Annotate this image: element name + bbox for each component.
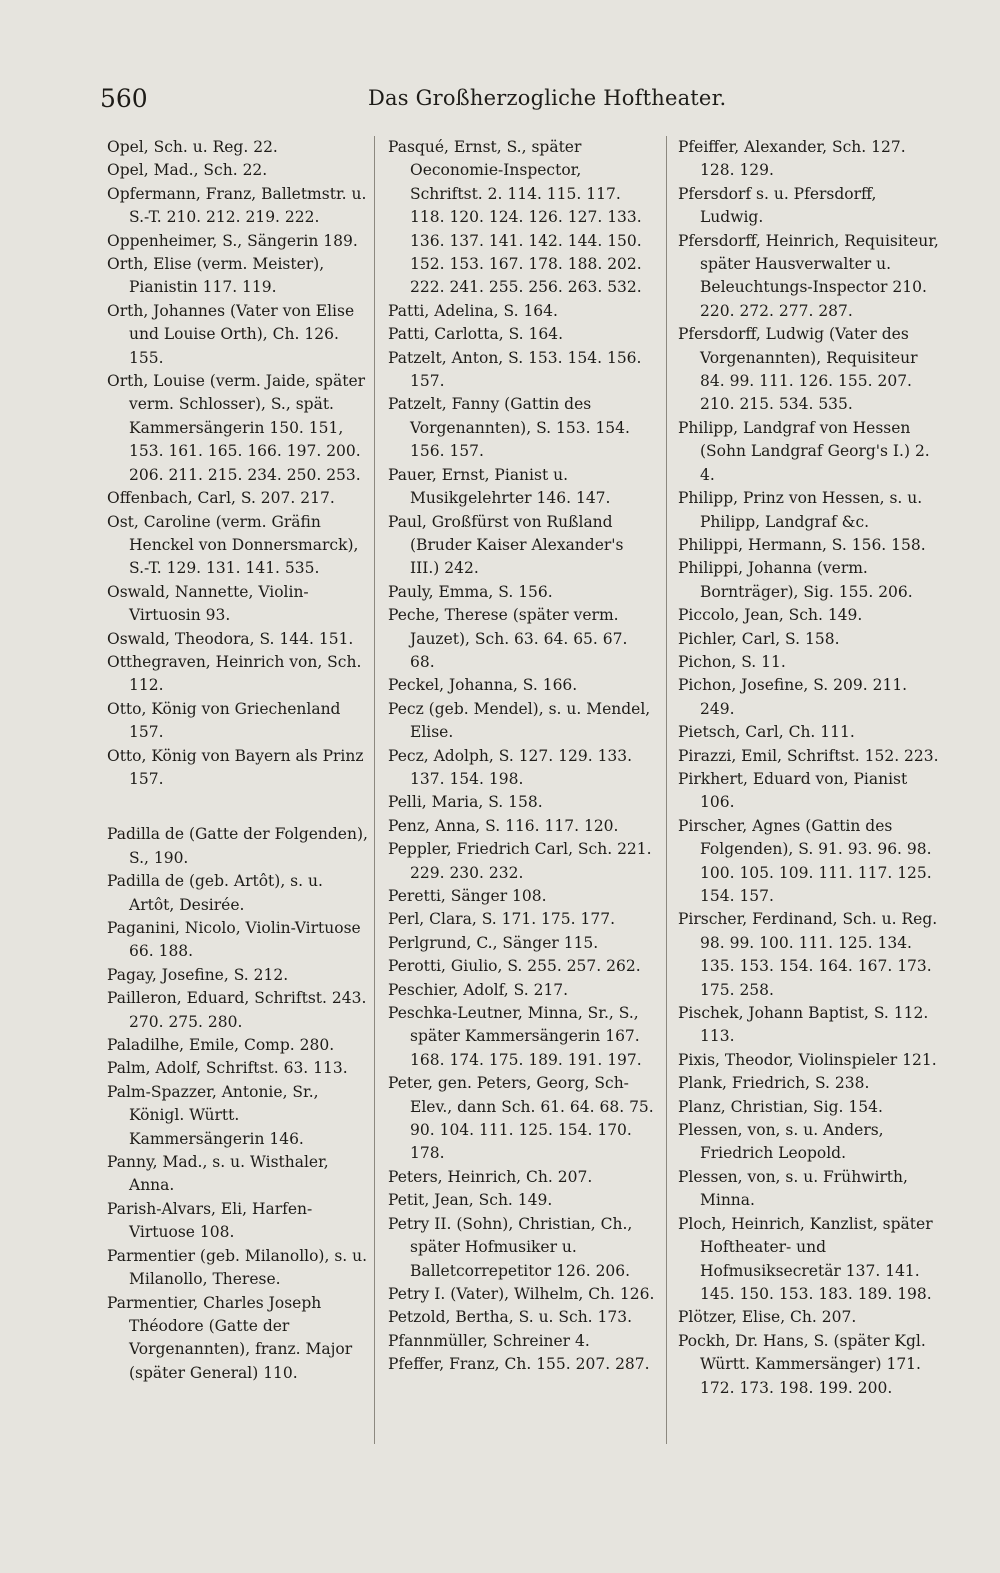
index-entry: Pichon, S. 11.	[678, 652, 786, 671]
index-column-1	[107, 136, 373, 1385]
index-entry: Philipp, Prinz von Hessen, s. u. Philipp, Landgraf &c.	[678, 489, 923, 531]
index-entry: Patzelt, Fanny (Gattin des Vorgenannten), S. 153. 154. 156. 157.	[388, 395, 630, 461]
index-entry: Pasqué, Ernst, S., später Oeconomie-Inspector, Schriftst. 2. 114. 115. 117. 118. 120. 124. 126. 127. 133. 136. 137. 141. 142. 144. 150. 152. 153. 167. 178. 188. 202. 222. 241. 255. 256. 263. 532.	[388, 138, 642, 297]
index-entry: Orth, Johannes (Vater von Elise und Louise Orth), Ch. 126. 155.	[107, 301, 355, 367]
index-entry: Opel, Mad., Sch. 22.	[107, 161, 268, 180]
index-entry: Orth, Elise (verm. Meister), Pianistin 117. 119.	[107, 255, 325, 297]
index-entry: Paul, Großfürst von Rußland (Bruder Kaiser Alexander's III.) 242.	[388, 512, 624, 578]
index-entry: Peter, gen. Peters, Georg, Sch-Elev., dann Sch. 61. 64. 68. 75. 90. 104. 111. 125. 154. 170. 178.	[388, 1074, 654, 1163]
index-entry: Padilla de (geb. Artôt), s. u. Artôt, Desirée.	[107, 872, 323, 914]
index-entry: Peche, Therese (später verm. Jauzet), Sch. 63. 64. 65. 67. 68.	[388, 606, 628, 671]
page-header	[100, 84, 960, 118]
index-entry: Peschier, Adolf, S. 217.	[388, 980, 569, 999]
index-entry: Perotti, Giulio, S. 255. 257. 262.	[388, 957, 641, 976]
index-entry: Pischek, Johann Baptist, S. 112. 113.	[678, 1004, 929, 1046]
index-entry: Philipp, Landgraf von Hessen (Sohn Landgraf Georg's I.) 2. 4.	[678, 418, 930, 484]
index-entry: Peckel, Johanna, S. 166.	[388, 676, 578, 695]
index-entry: Pfannmüller, Schreiner 4.	[388, 1331, 590, 1350]
letter-section-gap	[107, 791, 373, 823]
index-entry: Pichler, Carl, S. 158.	[678, 629, 840, 648]
index-entry: Pauly, Emma, S. 156.	[388, 582, 553, 601]
index-entry: Otthegraven, Heinrich von, Sch. 112.	[107, 652, 362, 695]
index-entry: Petzold, Bertha, S. u. Sch. 173.	[388, 1308, 633, 1327]
index-entry: Parmentier, Charles Joseph Théodore (Gatte der Vorgenannten), franz. Major (später General) 110.	[107, 1293, 353, 1382]
index-entry: Plessen, von, s. u. Anders, Friedrich Leopold.	[678, 1121, 884, 1163]
index-entry: Peppler, Friedrich Carl, Sch. 221. 229. 230. 232.	[388, 840, 652, 882]
index-entry: Patti, Adelina, S. 164.	[388, 301, 558, 320]
index-entry: Panny, Mad., s. u. Wisthaler, Anna.	[107, 1153, 329, 1195]
index-entry: Palm, Adolf, Schriftst. 63. 113.	[107, 1059, 348, 1078]
column-divider	[666, 136, 667, 1444]
index-entry: Orth, Louise (verm. Jaide, später verm. Schlosser), S., spät. Kammersängerin 150. 151, 153. 161. 165. 166. 197. 200. 206. 211. 215. 234. 250. 253.	[107, 372, 366, 484]
index-entry: Ost, Caroline (verm. Gräfin Henckel von Donnersmarck), S.-T. 129. 131. 141. 535.	[107, 512, 359, 578]
index-entry: Pirkhert, Eduard von, Pianist 106.	[678, 769, 908, 812]
index-entry: Padilla de (Gatte der Folgenden), S., 190.	[107, 825, 368, 867]
index-entry: Pfersdorf s. u. Pfersdorff, Ludwig.	[678, 184, 877, 227]
index-entry: Opfermann, Franz, Balletmstr. u. S.-T. 210. 212. 219. 222.	[107, 184, 367, 227]
index-entry: Pirscher, Agnes (Gattin des Folgenden), S. 91. 93. 96. 98. 100. 105. 109. 111. 117. 125. 154. 157.	[678, 816, 932, 905]
index-entry: Piccolo, Jean, Sch. 149.	[678, 606, 863, 625]
index-entry: Paladilhe, Emile, Comp. 280.	[107, 1036, 335, 1055]
index-entry: Pfeffer, Franz, Ch. 155. 207. 287.	[388, 1355, 650, 1374]
index-entry: Opel, Sch. u. Reg. 22.	[107, 138, 278, 156]
index-entry: Parmentier (geb. Milanollo), s. u. Milanollo, Therese.	[107, 1246, 368, 1289]
index-entry: Patzelt, Anton, S. 153. 154. 156. 157.	[388, 348, 642, 391]
index-entry: Pauer, Ernst, Pianist u. Musikgelehrter 146. 147.	[388, 465, 611, 508]
index-entry: Pixis, Theodor, Violinspieler 121.	[678, 1050, 937, 1069]
index-entry: Otto, König von Griechenland 157.	[107, 699, 341, 742]
page-number: 560	[100, 84, 148, 113]
index-entry: Philippi, Hermann, S. 156. 158.	[678, 535, 926, 554]
index-entry: Parish-Alvars, Eli, Harfen-Virtuose 108.	[107, 1199, 313, 1242]
index-entry: Ploch, Heinrich, Kanzlist, später Hoftheater- und Hofmusiksecretär 137. 141. 145. 150. 153. 183. 189. 198.	[678, 1214, 933, 1303]
index-entry: Pecz (geb. Mendel), s. u. Mendel, Elise.	[388, 699, 651, 742]
index-entry: Peschka-Leutner, Minna, Sr., S., später Kammersängerin 167. 168. 174. 175. 189. 191. 197.	[388, 1004, 642, 1069]
index-entry: Pelli, Maria, S. 158.	[388, 793, 543, 812]
index-entry: Pockh, Dr. Hans, S. (später Kgl. Württ. Kammersänger) 171. 172. 173. 198. 199. 200.	[678, 1331, 926, 1397]
index-entry: Pagay, Josefine, S. 212.	[107, 965, 289, 984]
index-entry: Palm-Spazzer, Antonie, Sr., Königl. Württ. Kammersängerin 146.	[107, 1082, 319, 1148]
index-entry: Petit, Jean, Sch. 149.	[388, 1191, 553, 1210]
index-entry: Perl, Clara, S. 171. 175. 177.	[388, 910, 615, 929]
index-entry: Pailleron, Eduard, Schriftst. 243. 270. 275. 280.	[107, 989, 367, 1031]
index-entry: Plötzer, Elise, Ch. 207.	[678, 1308, 857, 1327]
index-entry: Pecz, Adolph, S. 127. 129. 133. 137. 154. 198.	[388, 746, 633, 788]
index-entry: Perlgrund, C., Sänger 115.	[388, 933, 599, 952]
index-entry: Penz, Anna, S. 116. 117. 120.	[388, 816, 619, 835]
index-entry: Pfeiffer, Alexander, Sch. 127. 128. 129.	[678, 138, 906, 180]
index-entry: Peretti, Sänger 108.	[388, 887, 547, 905]
index-entry: Plank, Friedrich, S. 238.	[678, 1074, 870, 1093]
index-entry: Plessen, von, s. u. Frühwirth, Minna.	[678, 1167, 908, 1210]
index-entry: Pirscher, Ferdinand, Sch. u. Reg. 98. 99. 100. 111. 125. 134. 135. 153. 154. 164. 167. 173. 175. 258.	[678, 910, 938, 999]
index-entry: Pietsch, Carl, Ch. 111.	[678, 723, 855, 742]
index-entry: Patti, Carlotta, S. 164.	[388, 325, 564, 344]
index-column-2	[388, 136, 656, 1377]
index-entry: Pfersdorff, Ludwig (Vater des Vorgenannten), Requisiteur 84. 99. 111. 126. 155. 207. 210. 215. 534. 535.	[678, 325, 918, 414]
index-entry: Petry II. (Sohn), Christian, Ch., später Hofmusiker u. Balletcorrepetitor 126. 206.	[388, 1214, 633, 1280]
index-entry: Peters, Heinrich, Ch. 207.	[388, 1167, 593, 1186]
index-entry: Offenbach, Carl, S. 207. 217.	[107, 489, 335, 508]
index-entry: Oswald, Nannette, Violin-Virtuosin 93.	[107, 582, 309, 625]
index-entry: Pichon, Josefine, S. 209. 211. 249.	[678, 676, 908, 718]
index-entry: Paganini, Nicolo, Violin-Virtuose 66. 188.	[107, 919, 361, 961]
index-entry: Philippi, Johanna (verm. Bornträger), Sig. 155. 206.	[678, 559, 913, 601]
index-entry: Pfersdorff, Heinrich, Requisiteur, später Hausverwalter u. Beleuchtungs-Inspector 210. 220. 272. 277. 287.	[678, 231, 939, 320]
running-title: Das Großherzogliche Hoftheater.	[368, 86, 727, 110]
column-divider	[374, 136, 375, 1444]
index-entry: Petry I. (Vater), Wilhelm, Ch. 126.	[388, 1284, 655, 1303]
index-entry: Oswald, Theodora, S. 144. 151.	[107, 629, 354, 648]
index-entry: Pirazzi, Emil, Schriftst. 152. 223.	[678, 746, 939, 765]
index-entry: Oppenheimer, S., Sängerin 189.	[107, 231, 358, 250]
index-entry: Otto, König von Bayern als Prinz 157.	[107, 746, 364, 788]
index-column-3	[678, 136, 940, 1400]
index-entry: Planz, Christian, Sig. 154.	[678, 1097, 883, 1116]
